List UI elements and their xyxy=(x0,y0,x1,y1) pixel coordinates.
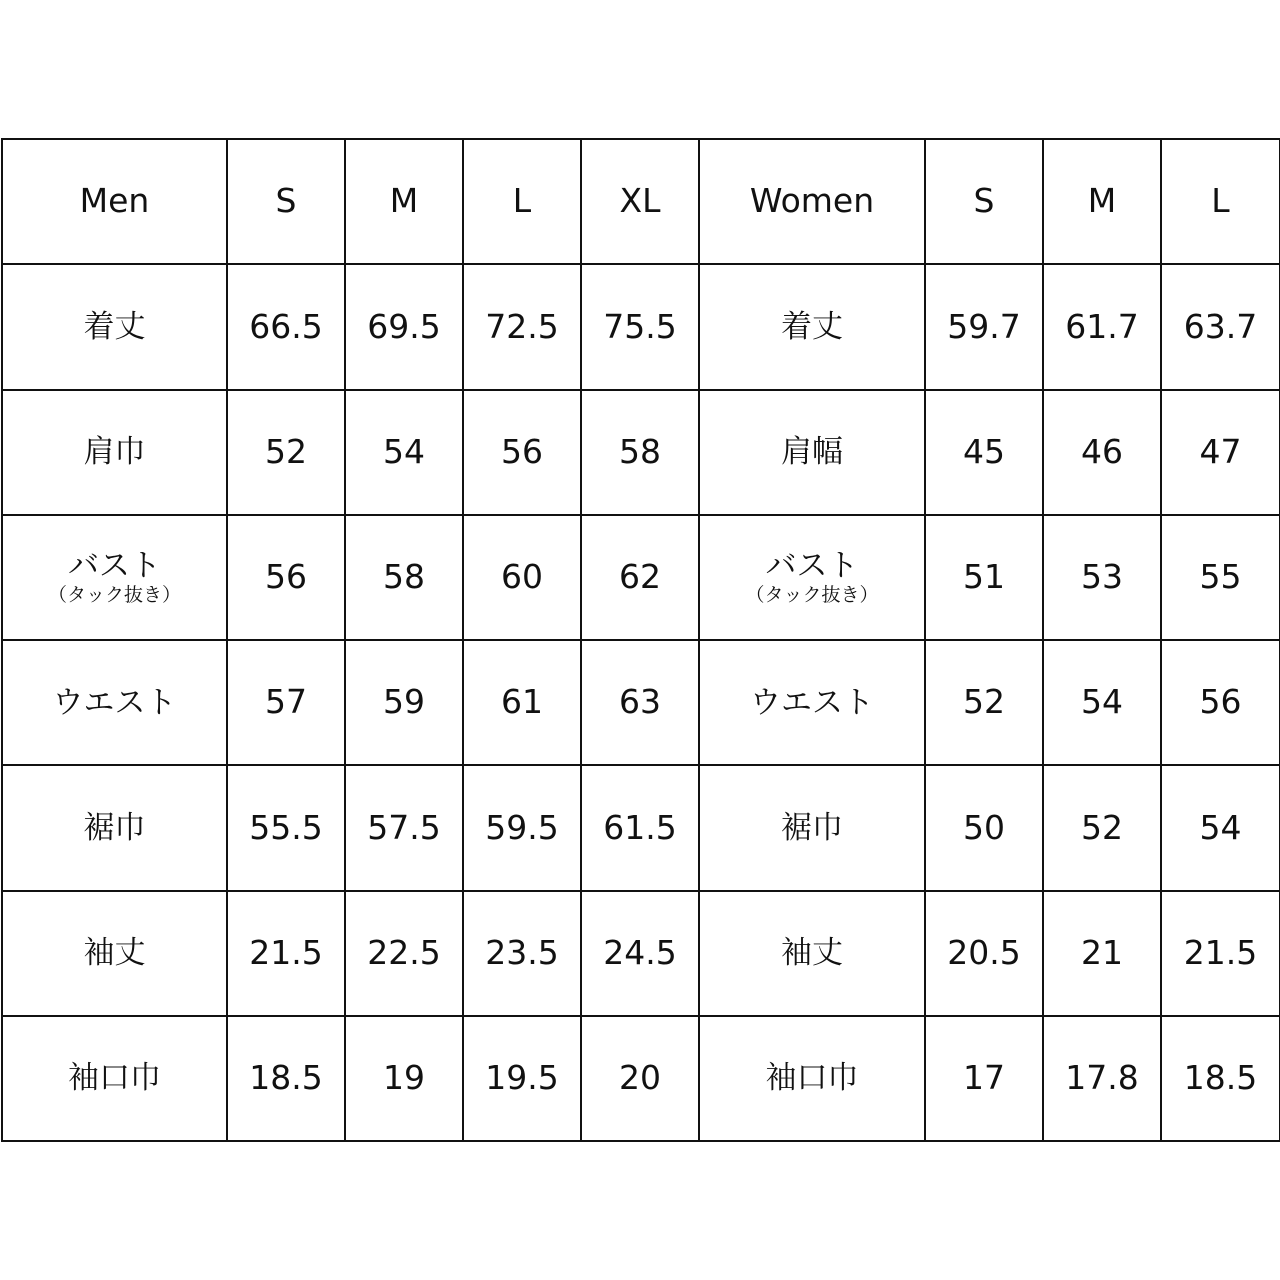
men-value-cell: 58 xyxy=(345,515,463,640)
men-measurement-name: 着丈 xyxy=(83,308,146,345)
men-value-cell: 69.5 xyxy=(345,264,463,389)
women-value-cell: 55 xyxy=(1161,515,1280,640)
women-value-cell: 53 xyxy=(1043,515,1161,640)
men-value-cell: 61 xyxy=(463,640,581,765)
men-measurement-label xyxy=(2,891,227,1016)
men-measurement-label xyxy=(2,640,227,765)
men-value-cell: 21.5 xyxy=(227,891,345,1016)
men-value-cell: 62 xyxy=(581,515,699,640)
men-value-cell: 54 xyxy=(345,390,463,515)
men-value-cell: 20 xyxy=(581,1016,699,1141)
table-row xyxy=(2,264,1280,389)
men-value-cell: 18.5 xyxy=(227,1016,345,1141)
men-value-cell: 23.5 xyxy=(463,891,581,1016)
women-value-cell: 54 xyxy=(1043,640,1161,765)
women-value-cell: 17.8 xyxy=(1043,1016,1161,1141)
women-value-cell: 20.5 xyxy=(925,891,1043,1016)
men-value-cell: 52 xyxy=(227,390,345,515)
men-value-cell: 66.5 xyxy=(227,264,345,389)
women-value-cell: 63.7 xyxy=(1161,264,1280,389)
women-value-cell: 45 xyxy=(925,390,1043,515)
women-measurement-label xyxy=(699,515,925,640)
table-row xyxy=(2,390,1280,515)
women-measurement-name: 裾巾 xyxy=(781,809,843,846)
men-measurement-label xyxy=(2,515,227,640)
size-chart-table xyxy=(1,138,1280,1142)
men-measurement-name: ウエスト xyxy=(52,684,177,721)
women-value-cell: 17 xyxy=(925,1016,1043,1141)
women-measurement-label xyxy=(699,264,925,389)
men-measurement-label xyxy=(2,390,227,515)
table-row xyxy=(2,765,1280,890)
men-value-cell: 56 xyxy=(463,390,581,515)
women-value-cell: 21 xyxy=(1043,891,1161,1016)
men-header: Men xyxy=(2,139,227,264)
women-value-cell: 59.7 xyxy=(925,264,1043,389)
women-measurement-name: 袖口巾 xyxy=(765,1060,859,1097)
men-measurement-name: バスト xyxy=(68,547,161,584)
women-measurement-name: 着丈 xyxy=(781,308,843,345)
women-size-l: L xyxy=(1161,139,1280,264)
women-value-cell: 18.5 xyxy=(1161,1016,1280,1141)
women-value-cell: 56 xyxy=(1161,640,1280,765)
women-header: Women xyxy=(699,139,925,264)
men-value-cell: 58 xyxy=(581,390,699,515)
men-size-xl: XL xyxy=(581,139,699,264)
table-row xyxy=(2,891,1280,1016)
table-row xyxy=(2,515,1280,640)
women-value-cell: 51 xyxy=(925,515,1043,640)
men-measurement-name: 袖口巾 xyxy=(68,1060,161,1097)
men-measurement-note: （タック抜き） xyxy=(47,583,181,606)
men-value-cell: 19.5 xyxy=(463,1016,581,1141)
women-size-s: S xyxy=(925,139,1043,264)
men-size-s: S xyxy=(227,139,345,264)
men-measurement-label xyxy=(2,765,227,890)
men-value-cell: 57.5 xyxy=(345,765,463,890)
women-value-cell: 52 xyxy=(1043,765,1161,890)
women-measurement-label xyxy=(699,765,925,890)
men-value-cell: 63 xyxy=(581,640,699,765)
women-measurement-name: ウエスト xyxy=(750,684,874,721)
women-measurement-label xyxy=(699,390,925,515)
women-measurement-label xyxy=(699,640,925,765)
women-measurement-name: 肩幅 xyxy=(781,434,843,471)
men-value-cell: 72.5 xyxy=(463,264,581,389)
men-size-m: M xyxy=(345,139,463,264)
men-measurement-label xyxy=(2,1016,227,1141)
women-value-cell: 46 xyxy=(1043,390,1161,515)
women-measurement-label xyxy=(699,1016,925,1141)
header-row xyxy=(2,139,1280,264)
men-value-cell: 24.5 xyxy=(581,891,699,1016)
men-measurement-name: 肩巾 xyxy=(83,434,146,471)
men-value-cell: 59.5 xyxy=(463,765,581,890)
table-row xyxy=(2,1016,1280,1141)
women-measurement-name: 袖丈 xyxy=(781,935,843,972)
men-measurement-name: 裾巾 xyxy=(83,809,146,846)
women-value-cell: 61.7 xyxy=(1043,264,1161,389)
men-value-cell: 59 xyxy=(345,640,463,765)
women-measurement-name: バスト xyxy=(765,547,859,584)
women-value-cell: 21.5 xyxy=(1161,891,1280,1016)
women-size-m: M xyxy=(1043,139,1161,264)
women-value-cell: 52 xyxy=(925,640,1043,765)
men-measurement-name: 袖丈 xyxy=(83,935,146,972)
men-value-cell: 22.5 xyxy=(345,891,463,1016)
women-measurement-label xyxy=(699,891,925,1016)
size-chart-body xyxy=(2,139,1280,1141)
men-value-cell: 55.5 xyxy=(227,765,345,890)
women-value-cell: 47 xyxy=(1161,390,1280,515)
women-measurement-note: （タック抜き） xyxy=(745,583,879,606)
men-value-cell: 19 xyxy=(345,1016,463,1141)
men-value-cell: 56 xyxy=(227,515,345,640)
men-value-cell: 57 xyxy=(227,640,345,765)
men-measurement-label xyxy=(2,264,227,389)
men-value-cell: 75.5 xyxy=(581,264,699,389)
women-value-cell: 50 xyxy=(925,765,1043,890)
men-value-cell: 61.5 xyxy=(581,765,699,890)
table-row xyxy=(2,640,1280,765)
women-value-cell: 54 xyxy=(1161,765,1280,890)
men-value-cell: 60 xyxy=(463,515,581,640)
men-size-l: L xyxy=(463,139,581,264)
